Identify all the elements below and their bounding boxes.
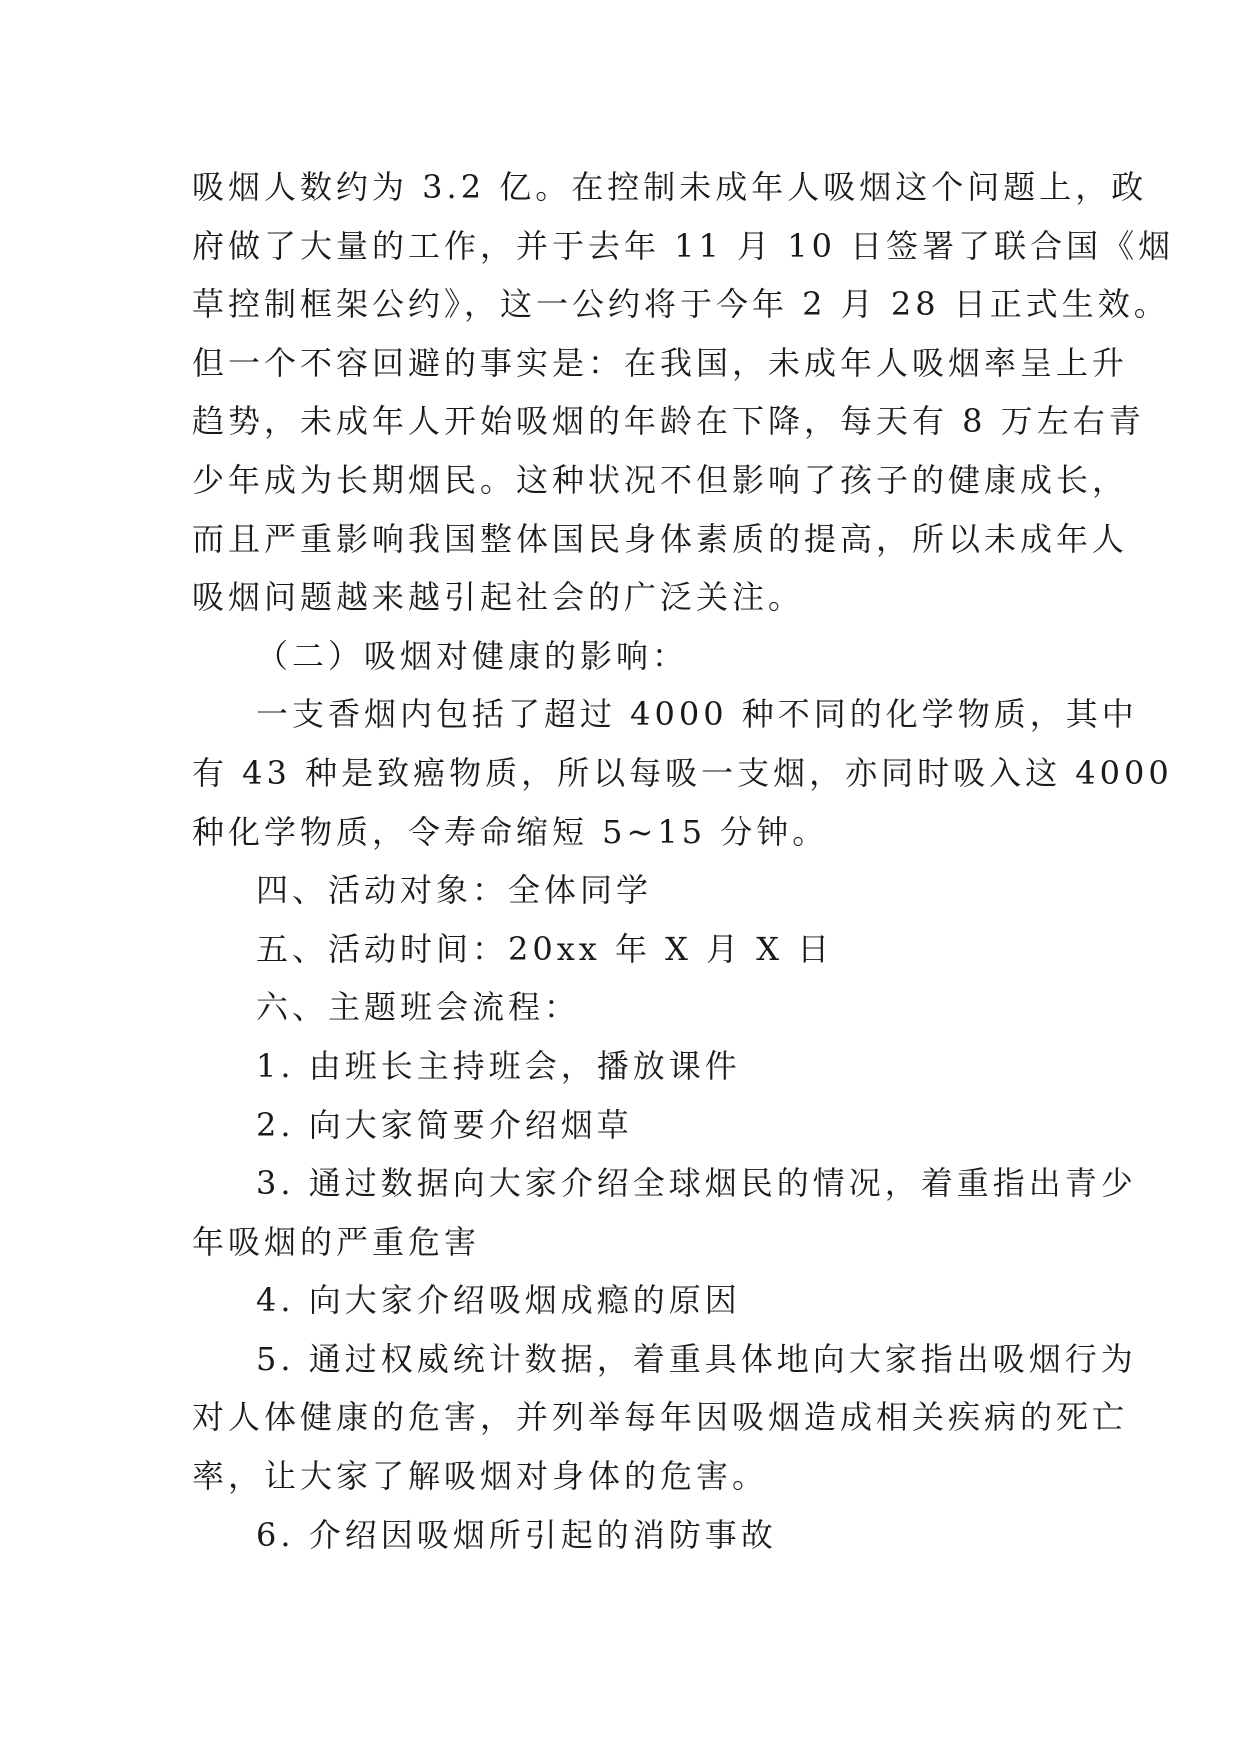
list-item: 4. 向大家介绍吸烟成瘾的原因 xyxy=(256,1281,741,1320)
list-item: 6. 介绍因吸烟所引起的消防事故 xyxy=(256,1515,777,1554)
paragraph-line: 但一个不容回避的事实是：在我国，未成年人吸烟率呈上升 xyxy=(192,343,1129,382)
list-item: 1. 由班长主持班会，播放课件 xyxy=(256,1046,741,1085)
section-heading: （二）吸烟对健康的影响： xyxy=(256,636,689,675)
section-heading: 五、活动时间：20xx 年 X 月 X 日 xyxy=(256,929,834,968)
list-item: 5. 通过权威统计数据，着重具体地向大家指出吸烟行为 xyxy=(256,1339,1137,1378)
section-heading: 六、主题班会流程： xyxy=(256,988,581,1027)
document-body xyxy=(192,158,1175,1564)
list-item: 3. 通过数据向大家介绍全球烟民的情况，着重指出青少 xyxy=(256,1164,1137,1203)
paragraph-line: 少年成为长期烟民。这种状况不但影响了孩子的健康成长， xyxy=(192,460,1129,499)
section-heading: 四、活动对象：全体同学 xyxy=(256,871,653,910)
paragraph-line: 一支香烟内包括了超过 4000 种不同的化学物质，其中 xyxy=(256,695,1138,734)
paragraph-line: 吸烟人数约为 3.2 亿。在控制未成年人吸烟这个问题上，政 xyxy=(192,168,1148,206)
list-item-continuation: 对人体健康的危害，并列举每年因吸烟造成相关疾病的死亡 xyxy=(192,1398,1129,1437)
paragraph-line: 府做了大量的工作，并于去年 11 月 10 日签署了联合国《烟 xyxy=(192,226,1175,265)
list-item-continuation: 率，让大家了解吸烟对身体的危害。 xyxy=(192,1457,769,1496)
paragraph-line: 吸烟问题越来越引起社会的广泛关注。 xyxy=(192,578,805,617)
list-item: 2. 向大家简要介绍烟草 xyxy=(256,1105,633,1144)
paragraph-line: 种化学物质，令寿命缩短 5~15 分钟。 xyxy=(192,812,829,851)
paragraph-line: 有 43 种是致癌物质，所以每吸一支烟，亦同时吸入这 4000 xyxy=(192,753,1173,792)
list-item-continuation: 年吸烟的严重危害 xyxy=(192,1222,481,1261)
paragraph-line: 草控制框架公约》，这一公约将于今年 2 月 28 日正式生效。 xyxy=(192,285,1170,324)
paragraph-line: 趋势，未成年人开始吸烟的年龄在下降，每天有 8 万左右青 xyxy=(192,402,1145,441)
paragraph-line: 而且严重影响我国整体国民身体素质的提高，所以未成年人 xyxy=(192,519,1129,558)
